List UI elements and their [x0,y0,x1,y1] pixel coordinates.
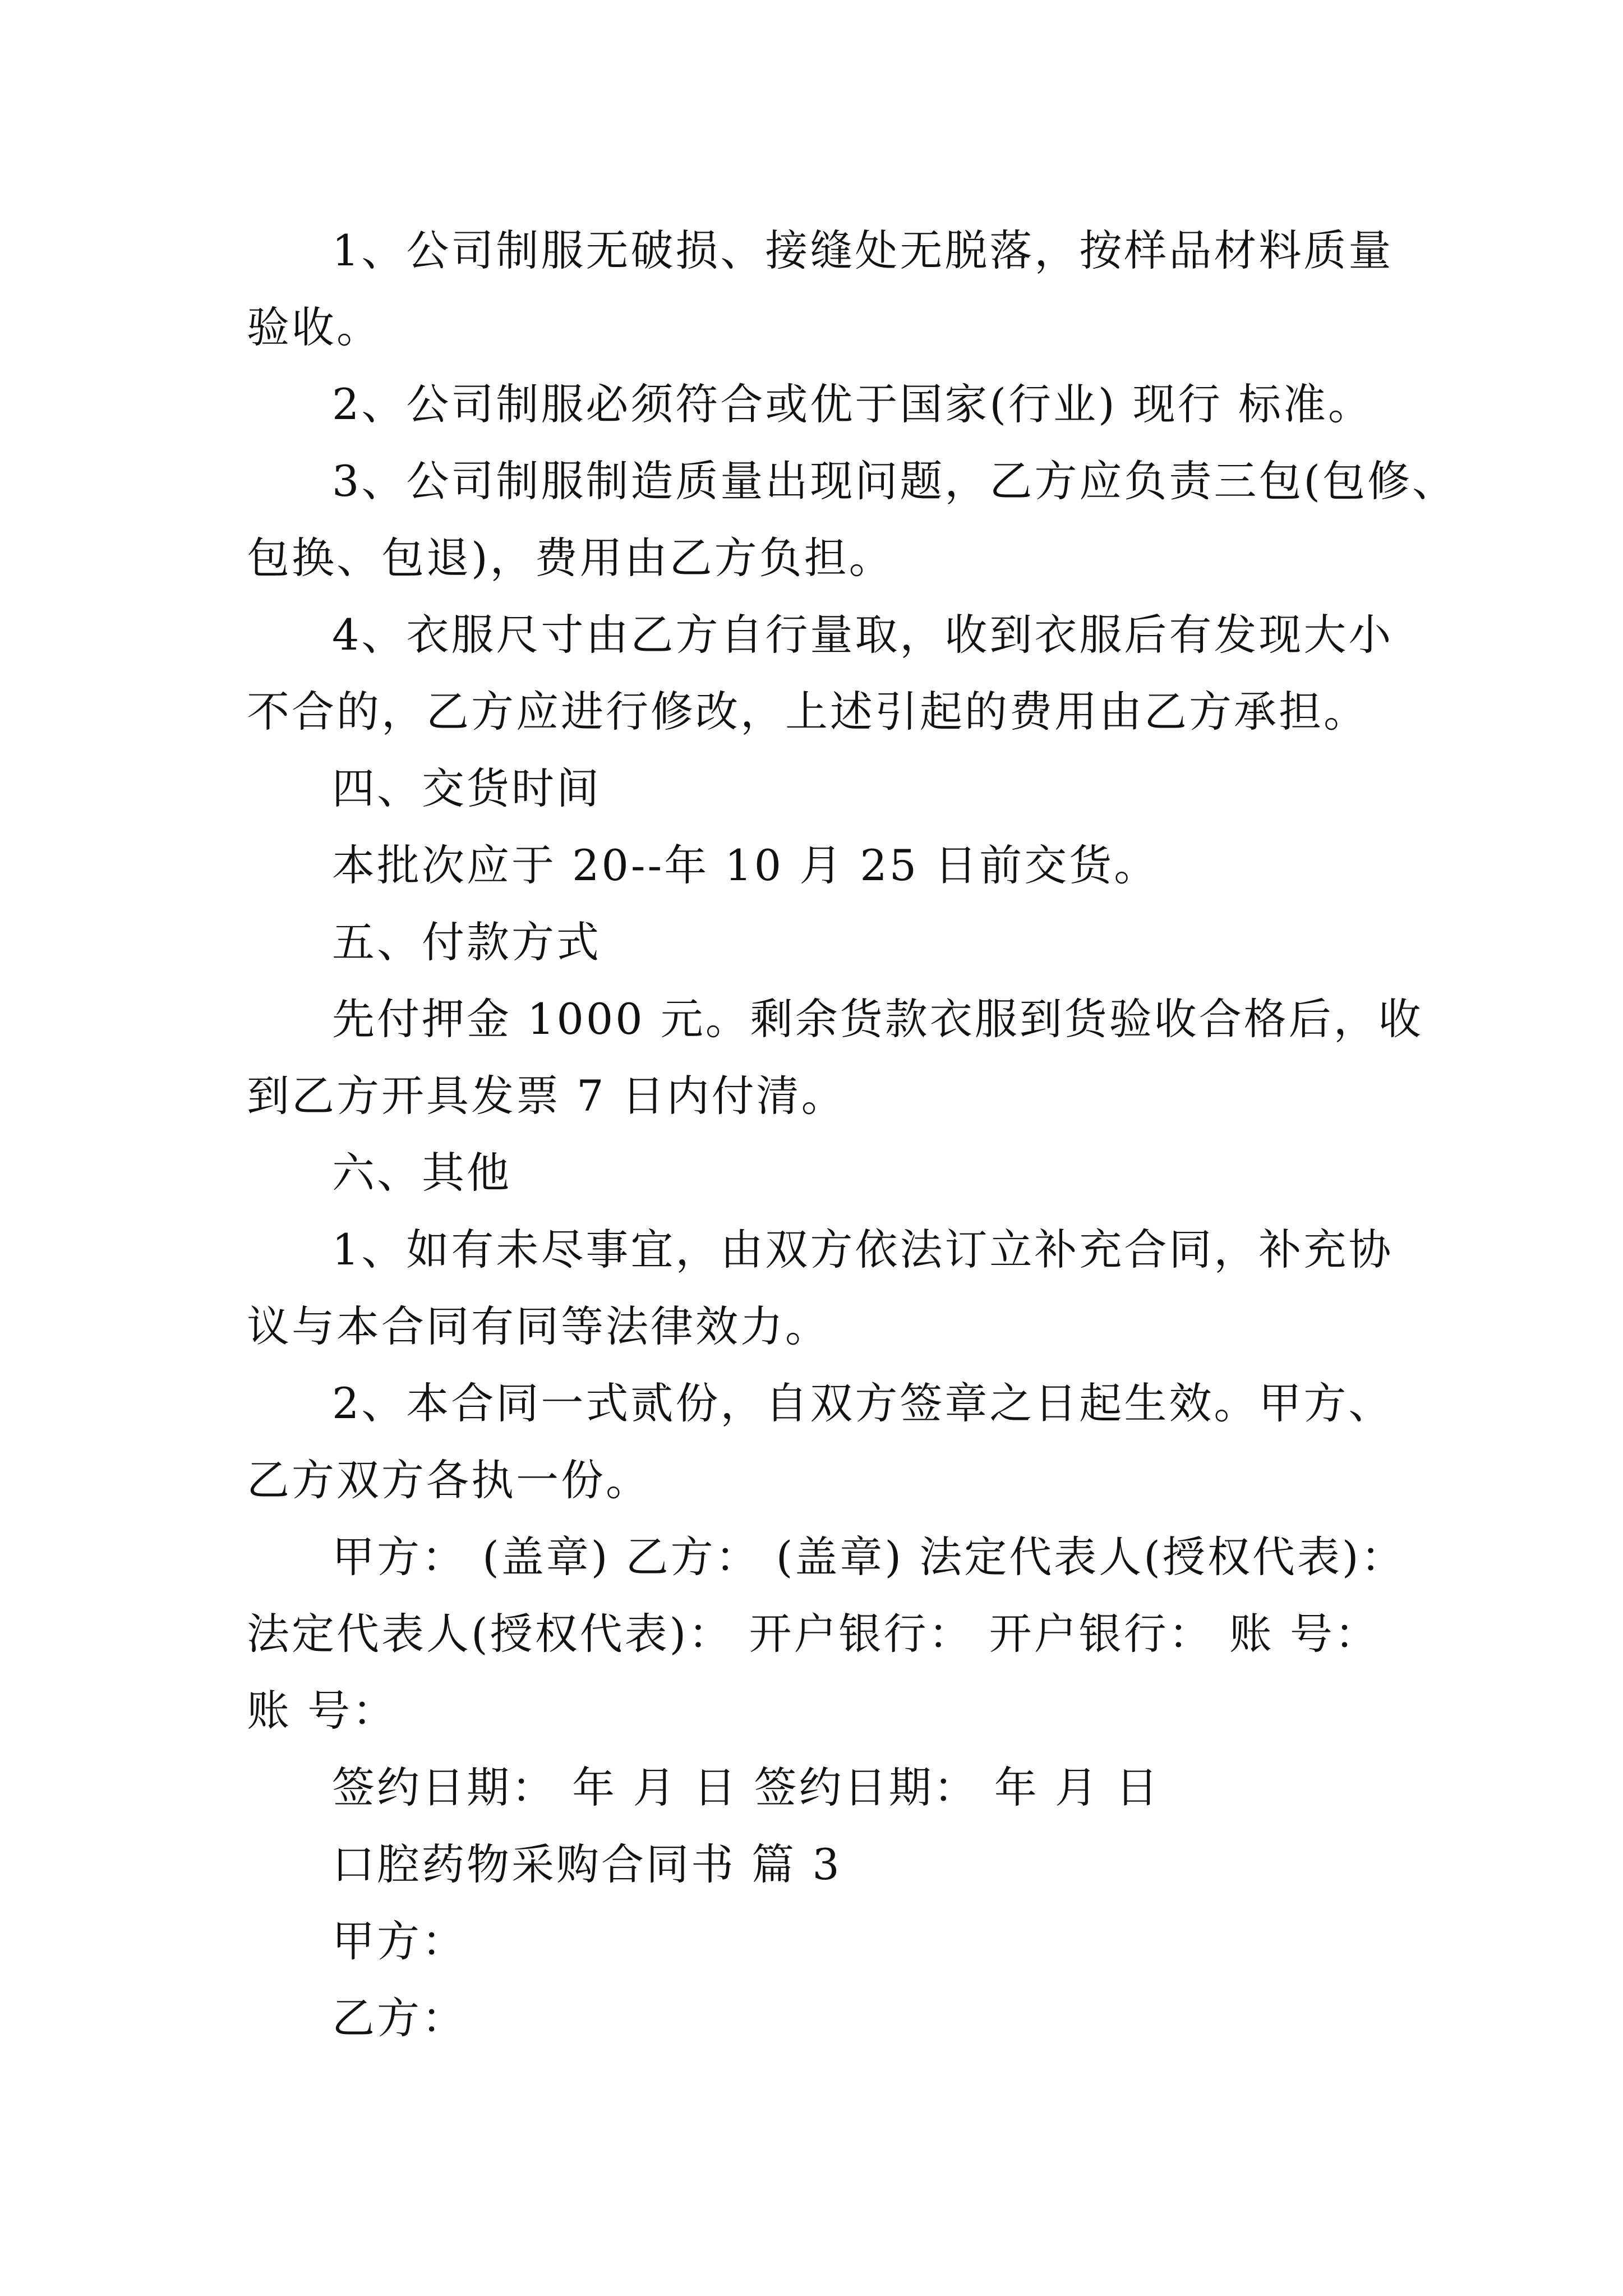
text-line: 2、公司制服必须符合或优于国家(行业) 现行 标准。 [332,379,1373,429]
date-line: 签约日期： 年 月 日 签约日期： 年 月 日 [332,1763,1161,1812]
text-line: 1、如有未尽事宜，由双方依法订立补充合同，补充协 [332,1225,1394,1274]
text-line: 4、衣服尺寸由乙方自行量取，收到衣服后有发现大小 [332,610,1394,660]
party-a-label: 甲方： [332,1916,467,1966]
text-line: 到乙方开具发票 7 日内付清。 [247,1071,846,1121]
document-body [247,212,1458,2056]
section-heading: 五、付款方式 [332,917,601,967]
text-line: 验收。 [247,302,381,352]
text-line: 议与本合同有同等法律效力。 [247,1301,830,1351]
contract-title: 口腔药物采购合同书 篇 3 [332,1839,842,1889]
text-line: 1、公司制服无破损、接缝处无脱落，按样品材料质量 [332,226,1394,275]
signature-line: 法定代表人(授权代表)： 开户银行： 开户银行： 账 号： [247,1609,1380,1659]
text-line: 2、本合同一式贰份，自双方签章之日起生效。甲方、 [332,1378,1394,1428]
text-line: 3、公司制服制造质量出现问题，乙方应负责三包(包修、 [332,456,1458,506]
signature-line: 甲方： (盖章) 乙方： (盖章) 法定代表人(授权代表)： [332,1532,1406,1582]
text-line: 包换、包退)，费用由乙方负担。 [247,533,894,583]
text-line: 乙方双方各执一份。 [247,1455,651,1505]
section-heading: 六、其他 [332,1148,511,1198]
text-line: 先付押金 1000 元。剩余货款衣服到货验收合格后，收 [332,994,1423,1044]
party-b-label: 乙方： [332,1993,467,2043]
text-line: 不合的，乙方应进行修改，上述引起的费用由乙方承担。 [247,687,1368,737]
section-heading: 四、交货时间 [332,763,601,813]
signature-line: 账 号： [247,1686,398,1736]
text-line: 本批次应于 20--年 10 月 25 日前交货。 [332,840,1159,890]
